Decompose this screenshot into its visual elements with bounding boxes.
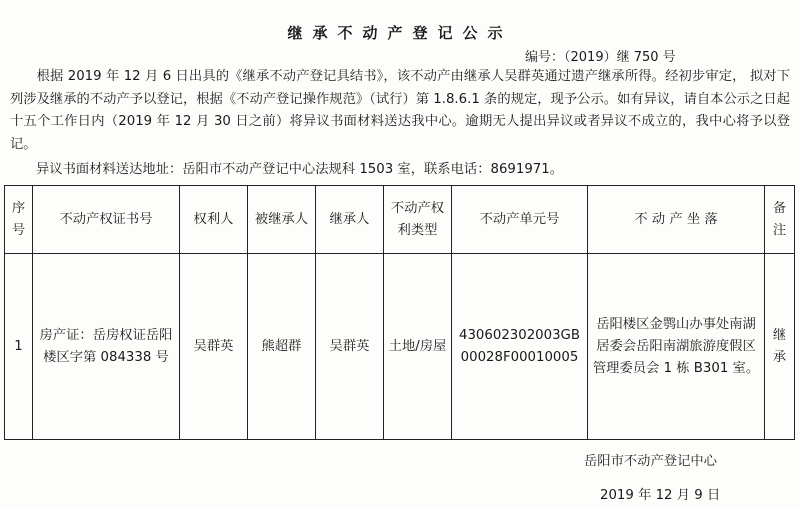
header-heir: 继承人 (316, 186, 384, 254)
signature-date: 2019 年 12 月 9 日 (600, 488, 721, 503)
header-remark: 备注 (765, 186, 795, 254)
header-index: 序号 (5, 186, 33, 254)
cell-location: 岳阳楼区金鹗山办事处南湖居委会岳阳南湖旅游度假区管理委员会 1 栋 B301 室。 (588, 254, 765, 440)
table-row (5, 254, 795, 440)
cell-right-holder: 吴群英 (180, 254, 248, 440)
header-unit-number: 不动产单元号 (452, 186, 588, 254)
header-decedent: 被继承人 (248, 186, 316, 254)
cell-remark: 继承 (765, 254, 795, 440)
table-header-row (5, 186, 795, 254)
registration-table (4, 185, 795, 440)
cell-index: 1 (5, 254, 33, 440)
cell-certificate-number: 房产证：岳房权证岳阳楼区字第 084338 号 (33, 254, 180, 440)
document-title: 继承不动产登记公示 (287, 24, 513, 42)
header-location: 不 动 产 坐 落 (588, 186, 765, 254)
cell-right-type: 土地/房屋 (384, 254, 452, 440)
document-number: 编号：（2019）继 750 号 (525, 50, 676, 65)
notice-paragraph: 根据 2019 年 12 月 6 日出具的《继承不动产登记具结书》，该不动产由继承人吴群英通过遗产继承所得。经初步审定， 拟对下列涉及继承的不动产予以登记，根据《不动产登记操作规范》（试行）第 1.8.6.1 条的规定，现予公示。如有异议，请自本公示之日起十五个工作日内（2019 年 12 月 30 日之前）将异议书面材料送达我中心。逾期无人提出异议或者异议不成立的，我中心将予以登记。 (10, 69, 790, 152)
objection-address: 异议书面材料送达地址：岳阳市不动产登记中心法规科 1503 室，联系电话：8691971。 (36, 162, 564, 177)
cell-heir: 吴群英 (316, 254, 384, 440)
cell-decedent: 熊超群 (248, 254, 316, 440)
header-right-type: 不动产权利类型 (384, 186, 452, 254)
header-certificate-number: 不动产权证书号 (33, 186, 180, 254)
signature-organization: 岳阳市不动产登记中心 (584, 454, 717, 469)
cell-unit-number: 430602302003GB00028F00010005 (452, 254, 588, 440)
header-right-holder: 权利人 (180, 186, 248, 254)
